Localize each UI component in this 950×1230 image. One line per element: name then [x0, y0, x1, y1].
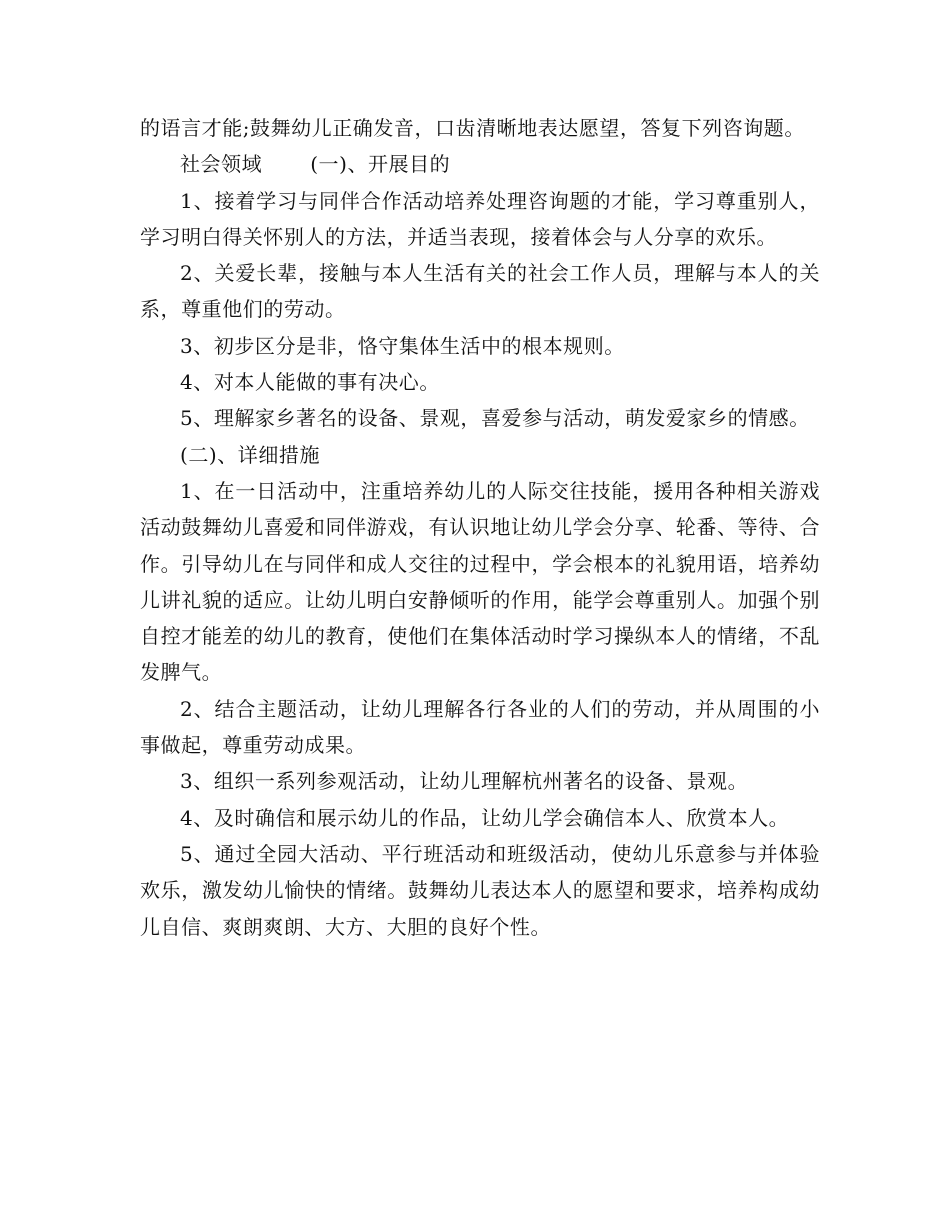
paragraph: 2、关爱长辈，接触与本人生活有关的社会工作人员，理解与本人的关系，尊重他们的劳动。 — [140, 261, 820, 322]
paragraph: 5、理解家乡著名的设备、景观，喜爱参与活动，萌发爱家乡的情感。 — [180, 406, 810, 431]
paragraph: 5、通过全园大活动、平行班活动和班级活动，使幼儿乐意参与并体验欢乐，激发幼儿愉快的情绪。鼓舞幼儿表达本人的愿望和要求，培养构成幼儿自信、爽朗爽朗、大方、大胆的良好个性。 — [140, 841, 820, 939]
paragraph: 4、及时确信和展示幼儿的作品，让幼儿学会确信本人、欣赏本人。 — [180, 805, 790, 830]
paragraph: 1、在一日活动中，注重培养幼儿的人际交往技能，援用各种相关游戏活动鼓舞幼儿喜爱和同伴游戏，有认识地让幼儿学会分享、轮番、等待、合作。引导幼儿在与同伴和成人交往的过程中，学会根本的礼貌用语，培养幼儿讲礼貌的适应。让幼儿明白安静倾听的作用，能学会尊重别人。加强个别自控才能差的幼儿的教育，使他们在集体活动时学习操纵本人的情绪，不乱发脾气。 — [140, 478, 820, 685]
subsection-heading: (二)、详细措施 — [180, 442, 321, 467]
paragraph: 2、结合主题活动，让幼儿理解各行各业的人们的劳动，并从周围的小事做起，尊重劳动成果。 — [140, 696, 820, 758]
paragraph: 3、组织一系列参观活动，让幼儿理解杭州著名的设备、景观。 — [180, 769, 749, 794]
section-heading-subtitle: (一)、开展目的 — [310, 152, 451, 177]
paragraph: 3、初步区分是非，恪守集体生活中的根本规则。 — [180, 333, 625, 358]
section-heading — [140, 146, 820, 182]
section-heading-label: 社会领域 — [180, 152, 263, 177]
paragraph: 的语言才能;鼓舞幼儿正确发音，口齿清晰地表达愿望，答复下列咨询题。 — [140, 116, 805, 140]
paragraph: 1、接着学习与同伴合作活动培养处理咨询题的才能，学习尊重别人，学习明白得关怀别人的方法，并适当表现，接着体会与人分享的欢乐。 — [140, 188, 820, 249]
paragraph: 4、对本人能做的事有决心。 — [180, 370, 440, 395]
document-body — [140, 110, 820, 945]
